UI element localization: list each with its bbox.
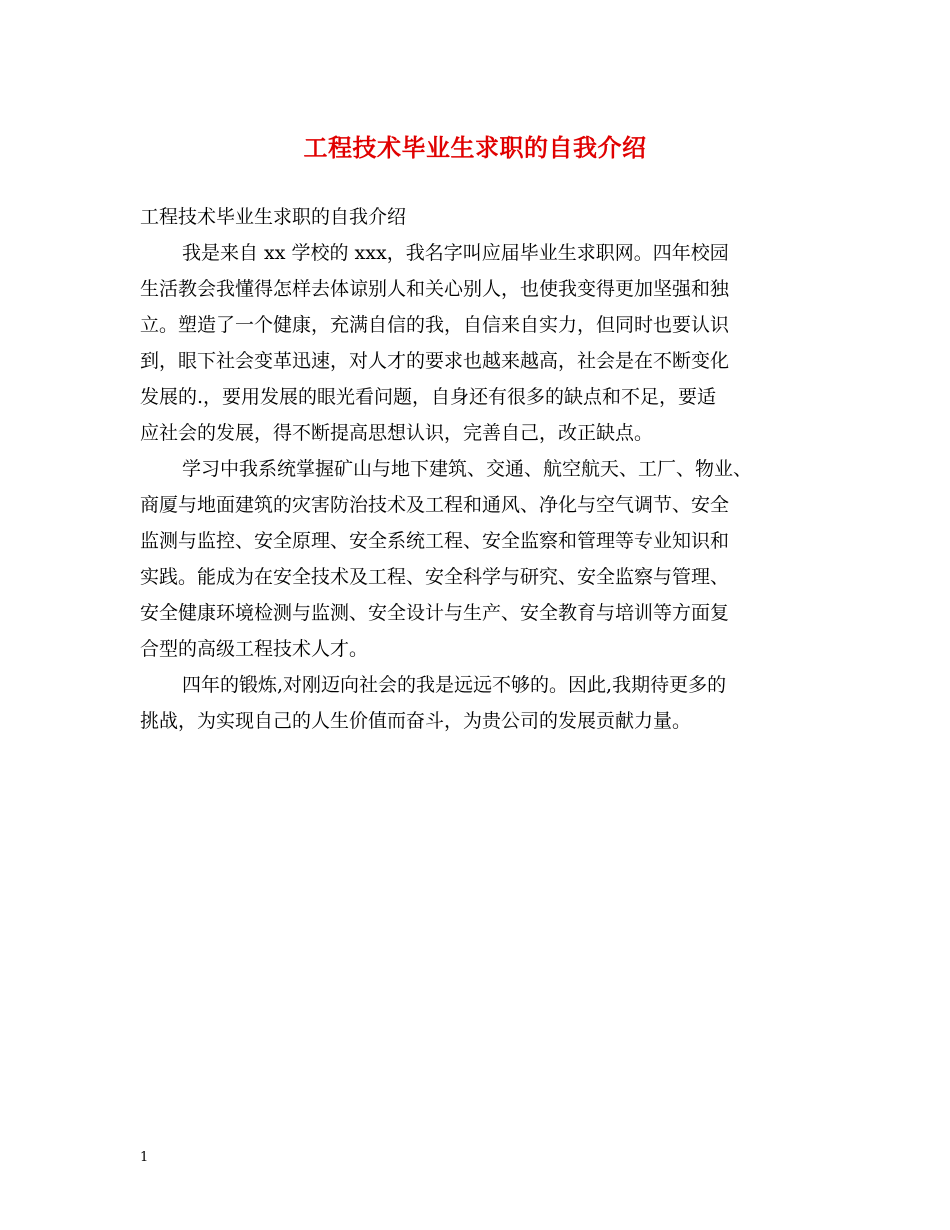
paragraph-3 (140, 667, 830, 739)
paragraph-line: 学习中我系统掌握矿山与地下建筑、交通、航空航天、工厂、物业、 (182, 458, 753, 480)
subtitle-line: 工程技术毕业生求职的自我介绍 (140, 206, 407, 228)
document-body (140, 199, 830, 739)
paragraph-line: 安全健康环境检测与监测、安全设计与生产、安全教育与培训等方面复 (140, 602, 730, 624)
paragraph-line: 立。塑造了一个健康，充满自信的我，自信来自实力，但同时也要认识 (140, 314, 730, 336)
paragraph-line: 挑战，为实现自己的人生价值而奋斗，为贵公司的发展贡献力量。 (140, 710, 692, 732)
paragraph-line: 商厦与地面建筑的灾害防治技术及工程和通风、净化与空气调节、安全 (140, 494, 730, 516)
paragraph-2 (140, 451, 830, 667)
paragraph-line: 四年的锻炼,对刚迈向社会的我是远远不够的。因此,我期待更多的 (182, 674, 727, 696)
paragraph-line: 应社会的发展，得不断提高思想认识，完善自己，改正缺点。 (140, 422, 654, 444)
paragraph-line: 到，眼下社会变革迅速，对人才的要求也越来越高，社会是在不断变化 (140, 350, 730, 372)
paragraph-line: 发展的.，要用发展的眼光看问题，自身还有很多的缺点和不足，要适 (140, 386, 717, 408)
page-number: 1 (140, 1150, 149, 1165)
paragraph-line: 合型的高级工程技术人才。 (140, 638, 369, 660)
paragraph-line: 生活教会我懂得怎样去体谅别人和关心别人，也使我变得更加坚强和独 (140, 278, 730, 300)
paragraph-line: 实践。能成为在安全技术及工程、安全科学与研究、安全监察与管理、 (140, 566, 730, 588)
paragraph-line: 监测与监控、安全原理、安全系统工程、安全监察和管理等专业知识和 (140, 530, 730, 552)
document-title: 工程技术毕业生求职的自我介绍 (303, 133, 647, 162)
paragraph-line: 我是来自 xx 学校的 xxx，我名字叫应届毕业生求职网。四年校园 (182, 242, 729, 264)
paragraph-1 (140, 235, 830, 451)
